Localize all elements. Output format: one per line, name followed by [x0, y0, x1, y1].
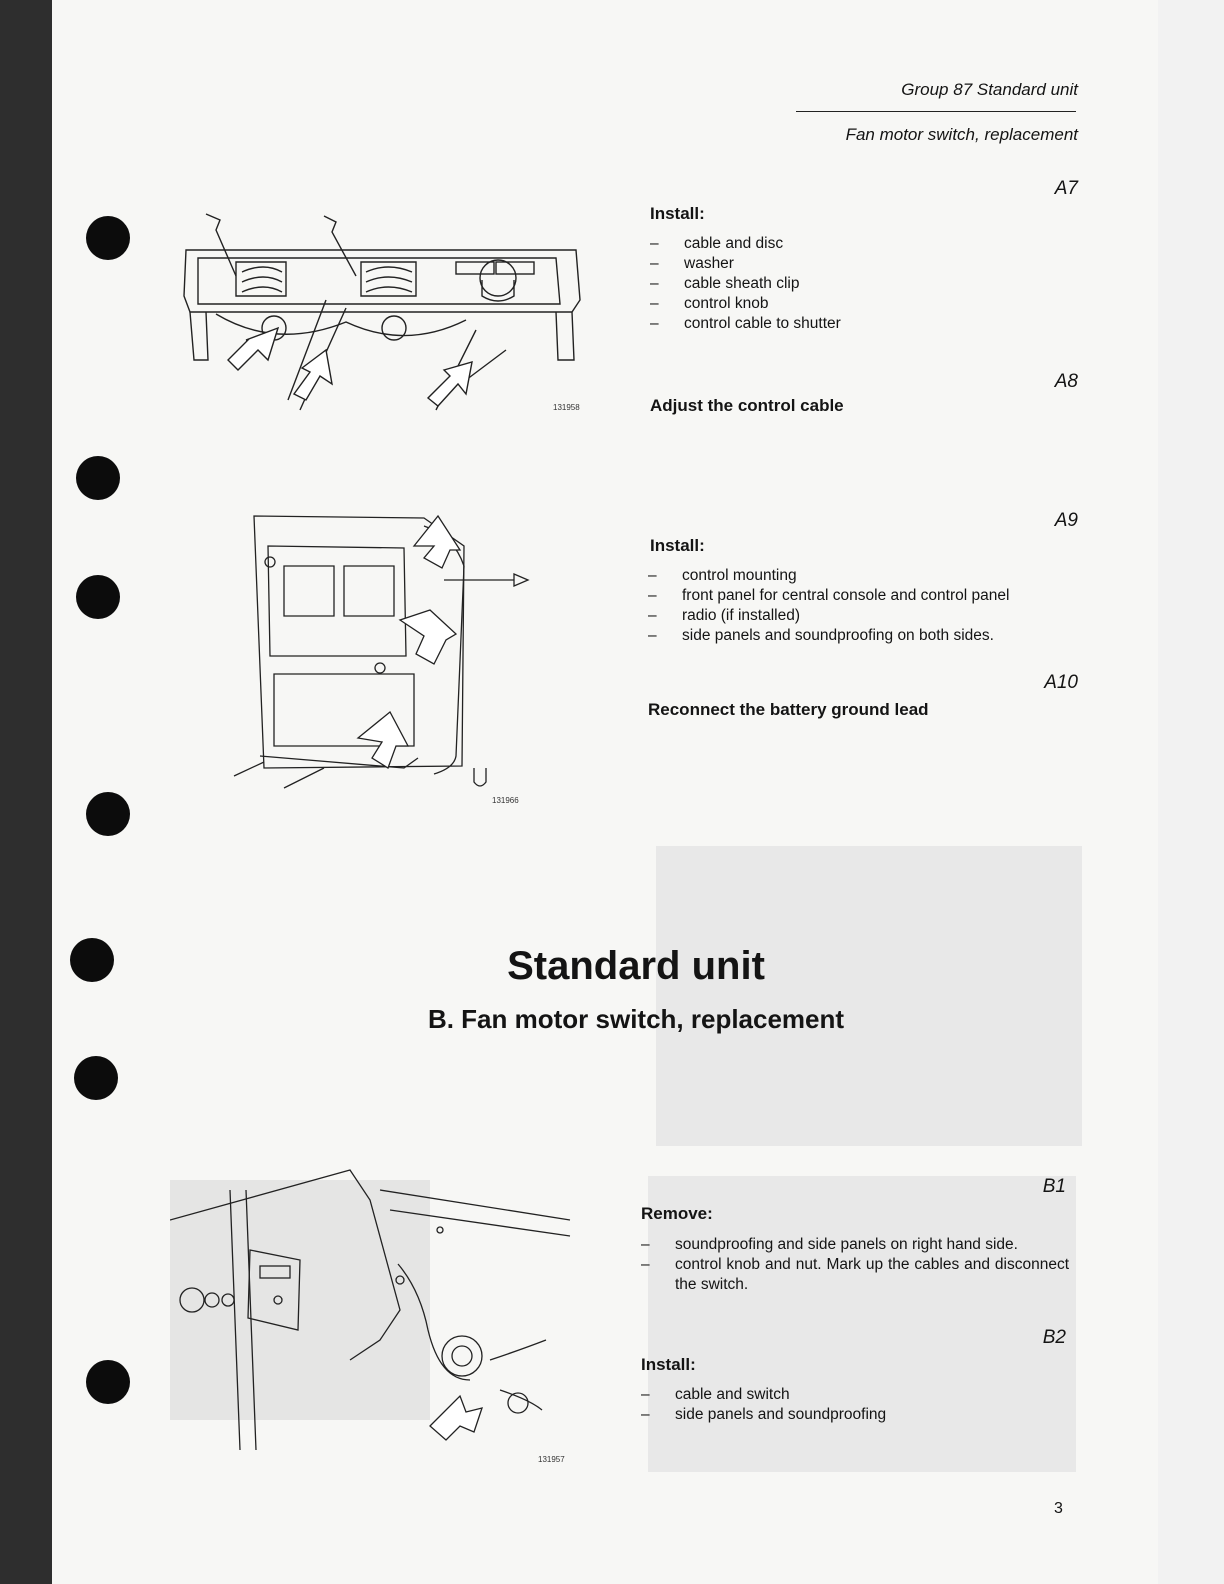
step-label: Install: [650, 204, 705, 223]
step-list [648, 566, 1088, 646]
header-rule [796, 111, 1076, 112]
list-item: – radio (if installed) [648, 606, 1088, 626]
figure-number: 131958 [553, 403, 580, 412]
list-item: – control mounting [648, 566, 1088, 586]
step-list [650, 234, 1070, 334]
page-number: 3 [1054, 1500, 1063, 1517]
list-item: – cable and switch [641, 1385, 1069, 1405]
list-item: – front panel for central console and control panel [648, 586, 1088, 606]
step-list [641, 1235, 1069, 1295]
list-item: – side panels and soundproofing on both sides. [648, 626, 1088, 646]
header-section: Fan motor switch, replacement [845, 125, 1078, 144]
step-label: Remove: [641, 1204, 713, 1223]
step-number: B2 [1042, 1327, 1066, 1348]
console-figure [224, 506, 544, 806]
step-number: B1 [1042, 1176, 1066, 1197]
list-item: – washer [650, 254, 1070, 274]
step-list [641, 1385, 1069, 1425]
binder-hole [76, 575, 120, 619]
list-item: – soundproofing and side panels on right hand side. [641, 1235, 1069, 1255]
step-label: Install: [641, 1355, 696, 1374]
figure-number: 131966 [492, 796, 519, 805]
step-number: A7 [1054, 178, 1078, 199]
step-label: Reconnect the battery ground lead [648, 700, 929, 719]
section-subtitle: B. Fan motor switch, replacement [427, 1004, 845, 1034]
binder-hole [74, 1056, 118, 1100]
binder-hole [86, 216, 130, 260]
binder-hole [86, 792, 130, 836]
binder-hole [86, 1360, 130, 1404]
list-item: – cable sheath clip [650, 274, 1070, 294]
list-item: – cable and disc [650, 234, 1070, 254]
list-item: – control cable to shutter [650, 314, 1070, 334]
header-group: Group 87 Standard unit [901, 80, 1078, 99]
section-title: Standard unit [507, 944, 765, 988]
fan-switch-figure [170, 1160, 580, 1460]
step-number: A9 [1054, 510, 1078, 531]
step-number: A10 [1044, 672, 1078, 693]
step-number: A8 [1054, 371, 1078, 392]
list-item: – control knob [650, 294, 1070, 314]
bleed-through-gray-area [656, 846, 1082, 1146]
list-item: – control knob and nut. Mark up the cables and disconnect the switch. [641, 1255, 1069, 1295]
step-label: Adjust the control cable [650, 396, 844, 415]
binder-hole [70, 938, 114, 982]
figure-number: 131957 [538, 1455, 565, 1464]
step-label: Install: [650, 536, 705, 555]
binder-hole [76, 456, 120, 500]
list-item: – side panels and soundproofing [641, 1405, 1069, 1425]
page-edge-strip [1158, 0, 1224, 1584]
control-panel-figure [176, 200, 596, 420]
